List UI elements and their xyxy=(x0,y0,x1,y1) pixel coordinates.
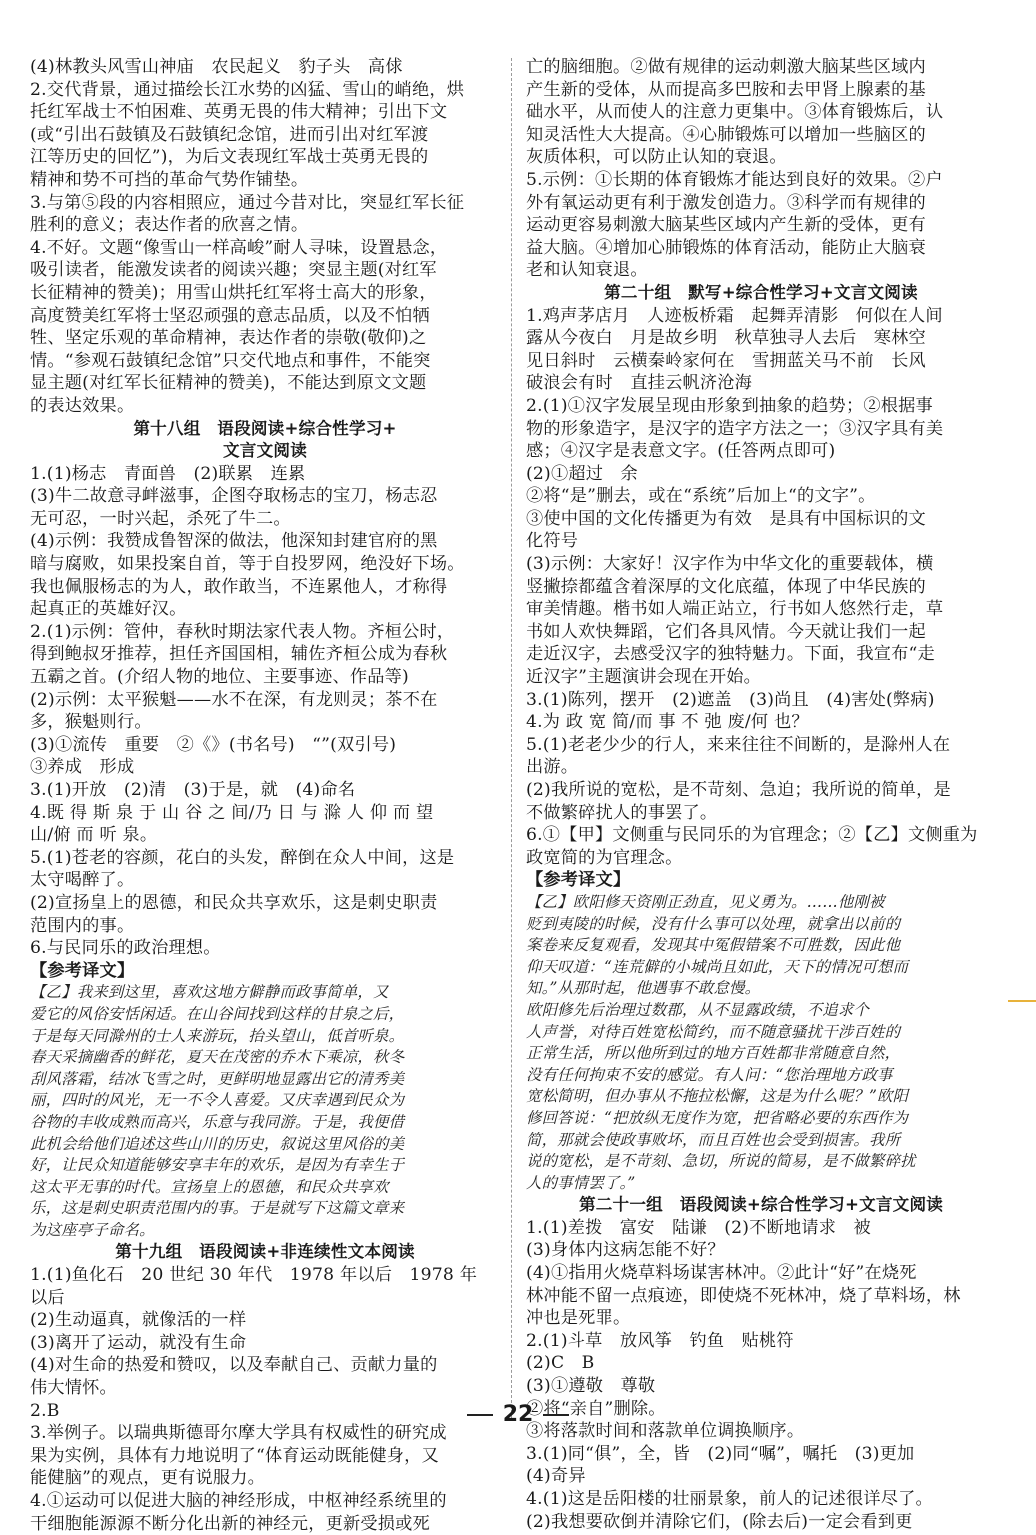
answer-line: 外有氧运动更有利于激发创造力。③科学而有规律的 xyxy=(526,192,926,213)
answer-line: 精神和势不可挡的革命气势作铺垫。 xyxy=(30,169,309,190)
answer-line: (3)①遵敬 尊敬 xyxy=(526,1376,656,1397)
answer-line: (3)牛二故意寻衅滋事，企图夺取杨志的宝刀，杨志忍 xyxy=(30,486,438,507)
answer-line: 知灵活性大大提高。④心肺锻炼可以增加一些脑区的 xyxy=(526,124,926,145)
answer-line: 托红军战士不怕困难、英勇无畏的伟大精神；引出下文 xyxy=(30,102,448,123)
translation-line: 宽松简明，但办事从不拖拉松懈，这是为什么呢？”欧阳 xyxy=(526,1087,909,1106)
translation-line: 案卷来反复观看，发现其中冤假错案不可胜数，因此他 xyxy=(526,936,901,955)
answer-line: 审美情趣。楷书如人端正站立，行书如人悠然行走，草 xyxy=(526,599,944,620)
translation-line: 仰天叹道：“连荒僻的小城尚且如此，天下的情况可想而 xyxy=(526,957,909,976)
answer-line: 2.B xyxy=(30,1400,60,1421)
answer-line: 2.(1)斗草 放风筝 钓鱼 贴桃符 xyxy=(526,1330,794,1351)
answer-line: 露从今夜白 月是故乡明 秋草独寻人去后 寒林空 xyxy=(526,328,926,349)
answer-line: 2.(1)示例：管仲，春秋时期法家代表人物。齐桓公时， xyxy=(30,621,455,642)
translation-line: 【乙】我来到这里，喜欢这地方僻静而政事简单，又 xyxy=(30,983,389,1002)
answer-line: 4.为 政 宽 简/而 事 不 弛 废/何 也？ xyxy=(526,712,809,733)
translation-line: 贬到夷陵的时候，没有什么事可以处理，就拿出以前的 xyxy=(526,914,901,933)
answer-line: 牲、坚定乐观的革命精神，表达作者的崇敬(敬仰)之 xyxy=(30,328,427,349)
answer-line: 林冲能不留一点痕迹，即使烧不死林冲，烧了草料场，林 xyxy=(526,1285,961,1306)
answer-line: ③将落款时间和落款单位调换顺序。 xyxy=(526,1421,805,1442)
answer-line: (3)离开了运动，就没有生命 xyxy=(30,1332,247,1353)
answer-line: 运动更容易刺激大脑某些区域内产生新的受体，更有 xyxy=(526,215,926,236)
page-number-left-dash xyxy=(467,1414,493,1416)
translation-line: 好，让民众知道能够安享丰年的欢乐，是因为有幸生于 xyxy=(30,1156,405,1175)
edge-tab-mark xyxy=(1008,1000,1036,1002)
answer-line: 能健脑”的观点，更有说服力。 xyxy=(30,1468,266,1489)
answer-line: 出游。 xyxy=(526,757,579,778)
translation-line: 乐，这是刺史职责范围内的事。于是就写下这篇文章来 xyxy=(30,1199,405,1218)
answer-line: 的表达效果。 xyxy=(30,395,135,416)
answer-line: 伟大情怀。 xyxy=(30,1378,117,1399)
answer-line: 情。“参观石鼓镇纪念馆”只交代地点和事件，不能突 xyxy=(30,350,431,371)
answer-line: (3)身体内这病怎能不好？ xyxy=(526,1240,725,1261)
answer-line: (4)奇异 xyxy=(526,1466,586,1487)
answer-line: 物的形象造字，是汉字的造字方法之一；③汉字具有美 xyxy=(526,418,944,439)
answer-line: 破浪会有时 直挂云帆济沧海 xyxy=(526,373,753,394)
answer-line: (4)林教头风雪山神庙 农民起义 豹子头 高俅 xyxy=(30,57,403,77)
translation-line: 于是每天同滁州的士人来游玩，抬头望山，低首听泉。 xyxy=(30,1026,405,1045)
answer-line: 础水平，从而使人的注意力更集中。③体育锻炼后，认 xyxy=(526,102,944,123)
answer-line: 4.①运动可以促进大脑的神经形成，中枢神经系统里的 xyxy=(30,1491,447,1511)
translation-line: 刮风落霜，结冰飞雪之时，更鲜明地显露出它的清秀美 xyxy=(30,1069,405,1088)
answer-line: 竖撇捺都蕴含着深厚的文化底蕴，体现了中华民族的 xyxy=(526,576,926,597)
section-heading: 第二十一组 语段阅读+综合性学习+文言文阅读 xyxy=(578,1195,944,1215)
answer-line: 吸引读者，能激发读者的阅读兴趣；突显主题(对红军 xyxy=(30,260,437,281)
answer-line: (2)我想要砍倒并清除它们，(除去后)一定会看到更 xyxy=(526,1511,913,1532)
answer-line: 高度赞美红军将士坚忍顽强的意志品质，以及不怕牺 xyxy=(30,305,430,326)
answer-line: 2.(1)①汉字发展呈现由形象到抽象的趋势；②根据事 xyxy=(526,395,933,416)
answer-line: 3.(1)同“俱”，全，皆 (2)同“嘱”，嘱托 (3)更加 xyxy=(526,1443,915,1464)
answer-line: 江等历史的回忆”)，为后文表现红军战士英勇无畏的 xyxy=(30,147,429,168)
answer-line: 5.示例：①长期的体育锻炼才能达到良好的效果。②户 xyxy=(526,169,943,190)
answer-line: 5.(1)老老少少的行人，来来往往不间断的，是滁州人在 xyxy=(526,734,951,755)
answer-line: 长征精神的赞美)；用雪山烘托红军将士高大的形象， xyxy=(30,282,437,303)
answer-line: 起真正的英雄好汉。 xyxy=(30,599,187,620)
answer-line: 暗与腐败，如果投案自首，等于自投罗网，绝没好下场。 xyxy=(30,554,465,575)
section-heading: 文言文阅读 xyxy=(223,441,307,461)
answer-line: (3)示例：大家好！汉字作为中华文化的重要载体，横 xyxy=(526,554,934,575)
section-heading: 第十八组 语段阅读+综合性学习+ xyxy=(133,418,397,438)
answer-line: ②将“是”删去，或在“系统”后加上“的文字”。 xyxy=(526,486,876,507)
answer-line: 以后 xyxy=(30,1287,65,1308)
answer-line: 老和认知衰退。 xyxy=(526,260,648,281)
answer-line: (2)我所说的宽松，是不苛刻、急迫；我所说的简单，是 xyxy=(526,780,951,800)
answer-line: 山/俯 而 听 泉。 xyxy=(30,825,158,846)
answer-line: (2)生动逼真，就像活的一样 xyxy=(30,1310,247,1331)
answer-line: 1.(1)鱼化石 20 世纪 30 年代 1978 年以后 1978 年 xyxy=(30,1265,478,1286)
left-column xyxy=(30,56,500,1535)
answer-line: 4.不好。文题“像雪山一样高峻”耐人寻味，设置悬念， xyxy=(30,237,448,258)
answer-line: ②将“亲自”删除。 xyxy=(526,1398,666,1419)
reference-translation-label: 【参考译文】 xyxy=(30,960,135,981)
answer-line: 太守喝醉了。 xyxy=(30,870,135,891)
answer-line: 不做繁碎扰人的事罢了。 xyxy=(526,802,718,823)
answer-line: 得到鲍叔牙推荐，担任齐国国相，辅佐齐桓公成为春秋 xyxy=(30,644,448,665)
answer-line: (4)对生命的热爱和赞叹，以及奉献自己、贡献力量的 xyxy=(30,1355,438,1376)
reference-translation-label: 【参考译文】 xyxy=(526,870,631,891)
translation-line: 人的事情罢了。” xyxy=(526,1173,636,1192)
answer-line: (2)示例：太平猴魁——水不在深，有龙则灵；茶不在 xyxy=(30,689,438,710)
answer-line: 3.(1)开放 (2)清 (3)于是，就 (4)命名 xyxy=(30,780,356,800)
translation-line: 谷物的丰收成熟而高兴，乐意与我同游。于是，我便借 xyxy=(30,1112,405,1131)
translation-line: 为这座亭子命名。 xyxy=(30,1220,155,1239)
answer-line: 见日斜时 云横秦岭家何在 雪拥蓝关马不前 长风 xyxy=(526,350,926,371)
answer-line: 无可忍，一时兴起，杀死了牛二。 xyxy=(30,508,291,529)
translation-line: 春天采摘幽香的鲜花，夏天在茂密的乔木下乘凉，秋冬 xyxy=(30,1048,405,1067)
answer-line: 近汉字”主题演讲会现在开始。 xyxy=(526,667,762,688)
section-heading: 第二十组 默写+综合性学习+文言文阅读 xyxy=(604,282,918,302)
translation-line: 这太平无事的时代。宣扬皇上的恩德，和民众共享欢 xyxy=(30,1177,389,1196)
answer-line: 3.举例子。以瑞典斯德哥尔摩大学具有权威性的研究成 xyxy=(30,1423,447,1444)
right-column xyxy=(526,56,996,1533)
answer-line: 五霸之首。(介绍人物的地位、主要事迹、作品等) xyxy=(30,667,409,688)
column-divider xyxy=(511,58,512,1418)
answer-line: (2)宣扬皇上的恩德，和民众共享欢乐，这是刺史职责 xyxy=(30,892,438,913)
translation-line: 爱它的风俗安恬闲适。在山谷间找到这样的甘泉之后， xyxy=(30,1004,405,1023)
answer-line: 化符号 xyxy=(526,531,579,552)
translation-line: 正常生活，所以他所到过的地方百姓都非常随意自然， xyxy=(526,1044,901,1063)
answer-line: 3.(1)陈列，摆开 (2)遮盖 (3)尚且 (4)害处(弊病) xyxy=(526,689,935,710)
answer-line: 感；④汉字是表意文字。(任答两点即可) xyxy=(526,441,836,462)
translation-line: 人声誉，对待百姓宽松简约，而不随意骚扰干涉百姓的 xyxy=(526,1022,901,1041)
answer-line: (2)C B xyxy=(526,1353,595,1374)
answer-line: (3)①流传 重要 ②《》(书名号) “”(双引号) xyxy=(30,734,397,755)
translation-line: 丽，四时的风光，无一不令人喜爱。又庆幸遇到民众为 xyxy=(30,1091,405,1110)
page-number-right-dash xyxy=(543,1414,569,1416)
answer-line: 范围内的事。 xyxy=(30,915,135,936)
translation-line: 知。”从那时起，他遇事不敢怠慢。 xyxy=(526,979,761,998)
answer-line: 1.(1)差拨 富安 陆谦 (2)不断地请求 被 xyxy=(526,1217,871,1238)
translation-line: 修回答说：“把放纵无度作为宽，把省略必要的东西作为 xyxy=(526,1108,909,1127)
translation-line: 此机会给他们追述这些山川的历史，叙说这里风俗的美 xyxy=(30,1134,405,1153)
answer-line: 显主题(对红军长征精神的赞美)，不能达到原文文题 xyxy=(30,373,427,394)
answer-line: 1.(1)杨志 青面兽 (2)联累 连累 xyxy=(30,463,306,484)
answer-line: 我也佩服杨志的为人，敢作敢当，不连累他人，才称得 xyxy=(30,576,448,597)
page-number-value: 22 xyxy=(502,1402,534,1427)
answer-line: 果为实例，具体有力地说明了“体育运动既能健身，又 xyxy=(30,1445,439,1466)
answer-line: 走近汉字，去感受汉字的独特魅力。下面，我宣布“走 xyxy=(526,644,935,665)
answer-line: 亡的脑细胞。②做有规律的运动刺激大脑某些区域内 xyxy=(526,57,926,77)
answer-line: (4)示例：我赞成鲁智深的做法，他深知封建官府的黑 xyxy=(30,531,438,552)
answer-line: 6.①【甲】文侧重与民同乐的为官理念；②【乙】文侧重为 xyxy=(526,825,978,846)
answer-line: 胜利的意义；表达作者的欣喜之情。 xyxy=(30,215,309,236)
answer-line: 益大脑。④增加心肺锻炼的体育活动，能防止大脑衰 xyxy=(526,237,926,258)
answer-line: 3.与第⑤段的内容相照应，通过今昔对比，突显红军长征 xyxy=(30,192,465,213)
answer-line: (2)①超过 余 xyxy=(526,463,638,484)
answer-line: 产生新的受体，从而提高多巴胺和去甲肾上腺素的基 xyxy=(526,79,926,100)
answer-line: 1.鸡声茅店月 人迹板桥霜 起舞弄清影 何似在人间 xyxy=(526,305,943,326)
page-number xyxy=(0,1402,1036,1427)
answer-line: 干细胞能源源不断分化出新的神经元，更新受损或死 xyxy=(30,1513,430,1534)
answer-line: 多，猴魁则行。 xyxy=(30,712,152,733)
answer-line: ③养成 形成 xyxy=(30,757,135,778)
answer-line: 4.既 得 斯 泉 于 山 谷 之 间/乃 日 与 滁 人 仰 而 望 xyxy=(30,802,434,823)
answer-line: 书如人欢快舞蹈，它们各具风情。今天就让我们一起 xyxy=(526,621,926,642)
translation-line: 欧阳修先后治理过数郡，从不显露政绩，不追求个 xyxy=(526,1000,869,1019)
translation-line: 简，那就会使政事败坏，而且百姓也会受到损害。我所 xyxy=(526,1130,901,1149)
translation-line: 没有任何拘束不安的感觉。有人问：“您治理地方政事 xyxy=(526,1065,893,1084)
translation-line: 说的宽松，是不苛刻、急切，所说的简易，是不做繁碎扰 xyxy=(526,1152,916,1171)
answer-line: (或“引出石鼓镇及石鼓镇纪念馆，进而引出对红军渡 xyxy=(30,124,429,145)
answer-line: (4)①指用火烧草料场谋害林冲。②此计“好”在烧死 xyxy=(526,1263,917,1284)
answer-line: ③使中国的文化传播更为有效 是具有中国标识的文 xyxy=(526,508,926,529)
section-heading: 第十九组 语段阅读+非连续性文本阅读 xyxy=(115,1242,415,1262)
answer-line: 6.与民同乐的政治理想。 xyxy=(30,938,221,959)
answer-line: 5.(1)苍老的容颜，花白的头发，醉倒在众人中间，这是 xyxy=(30,847,455,868)
answer-line: 2.交代背景，通过描绘长江水势的凶猛、雪山的峭绝，烘 xyxy=(30,79,465,100)
answer-line: 4.(1)这是岳阳楼的壮丽景象，前人的记述很详尽了。 xyxy=(526,1489,933,1509)
answer-line: 政宽简的为官理念。 xyxy=(526,847,683,868)
answer-line: 灰质体积，可以防止认知的衰退。 xyxy=(526,147,787,168)
answer-line: 冲也是死罪。 xyxy=(526,1308,631,1329)
translation-line: 【乙】欧阳修天资刚正劲直，见义勇为。……他刚被 xyxy=(526,892,885,911)
